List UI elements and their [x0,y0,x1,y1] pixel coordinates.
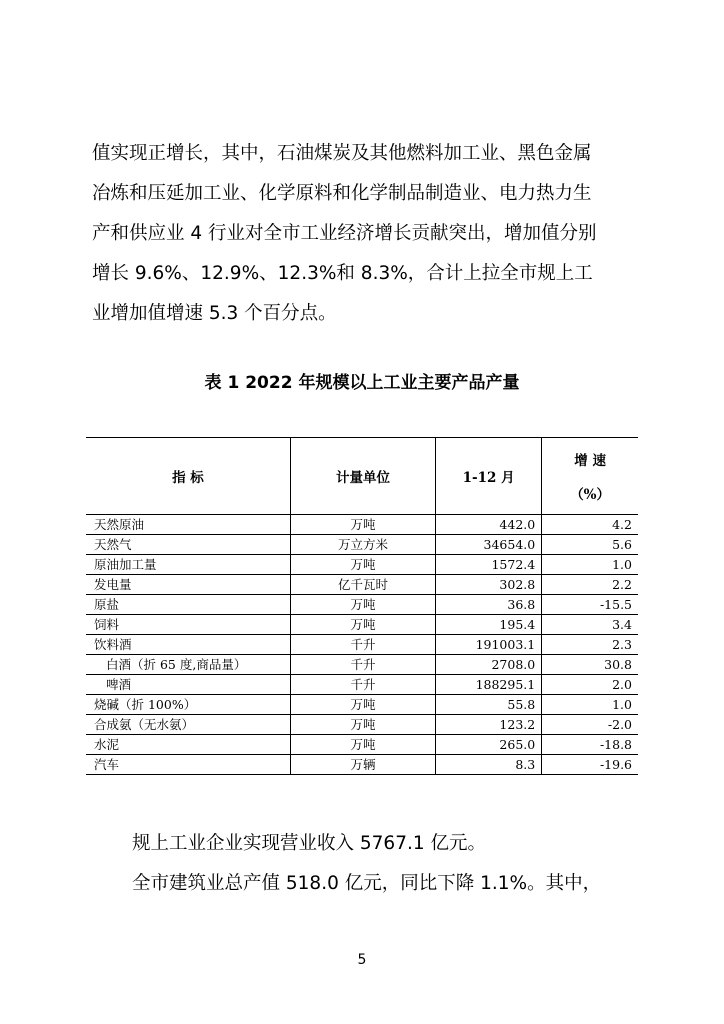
row-name: 合成氨（无水氨） [86,715,290,735]
row-value: 265.0 [436,735,542,755]
row-growth: 2.2 [542,575,638,595]
row-name: 水泥 [86,735,290,755]
row-value: 8.3 [436,755,542,775]
header-unit: 计量单位 [290,438,435,515]
row-growth: -15.5 [542,595,638,615]
table-row [86,675,638,695]
row-growth: -18.8 [542,735,638,755]
table-row [86,635,638,655]
row-growth: 1.0 [542,555,638,575]
table-row [86,715,638,735]
row-growth: 1.0 [542,695,638,715]
row-value: 442.0 [436,515,542,535]
row-value: 55.8 [436,695,542,715]
row-growth: 2.3 [542,635,638,655]
paragraph-line: 业增加值增速 5.3 个百分点。 [92,303,337,324]
row-unit: 万吨 [290,555,435,575]
header-period: 1-12 月 [436,438,542,515]
row-name: 天然气 [86,535,290,555]
row-growth: 3.4 [542,615,638,635]
page-number: 5 [357,952,367,968]
paragraph-line: 增长 9.6%、12.9%、12.3%和 8.3%，合计上拉全市规上工 [92,263,593,284]
row-unit: 千升 [290,635,435,655]
row-name: 饲料 [86,615,290,635]
paragraph-revenue: 规上工业企业实现营业收入 5767.1 亿元。 [132,833,486,854]
row-value: 195.4 [436,615,542,635]
table-row [86,595,638,615]
row-value: 302.8 [436,575,542,595]
row-unit: 千升 [290,655,435,675]
row-unit: 万辆 [290,755,435,775]
row-unit: 万吨 [290,595,435,615]
row-growth: 30.8 [542,655,638,675]
row-unit: 万立方米 [290,535,435,555]
row-name: 天然原油 [86,515,290,535]
row-unit: 万吨 [290,695,435,715]
paragraph-line: 冶炼和压延加工业、化学原料和化学制品制造业、电力热力生 [92,183,592,204]
row-unit: 亿千瓦时 [290,575,435,595]
row-unit: 万吨 [290,615,435,635]
header-growth [542,438,638,515]
row-unit: 万吨 [290,515,435,535]
row-unit: 万吨 [290,735,435,755]
product-output-table [86,437,638,775]
row-value: 188295.1 [436,675,542,695]
table-row [86,755,638,775]
row-name: 啤酒 [86,675,290,695]
table-row [86,655,638,675]
row-growth: -19.6 [542,755,638,775]
table-row [86,515,638,535]
row-name: 烧碱（折 100%） [86,695,290,715]
row-name: 饮料酒 [86,635,290,655]
row-growth: 4.2 [542,515,638,535]
table-row [86,615,638,635]
table-row [86,735,638,755]
row-value: 123.2 [436,715,542,735]
table-row [86,535,638,555]
row-name: 发电量 [86,575,290,595]
header-growth-label: 增 速 [574,453,606,469]
row-name: 原油加工量 [86,555,290,575]
row-value: 191003.1 [436,635,542,655]
table-header-row [86,438,638,515]
header-growth-unit: （%） [570,487,611,503]
paragraph-line: 产和供应业 4 行业对全市工业经济增长贡献突出，增加值分别 [92,223,597,244]
row-value: 1572.4 [436,555,542,575]
paragraph-construction: 全市建筑业总产值 518.0 亿元，同比下降 1.1%。其中， [132,873,602,894]
row-value: 34654.0 [436,535,542,555]
row-name: 汽车 [86,755,290,775]
row-name: 原盐 [86,595,290,615]
table-row [86,695,638,715]
table-row [86,575,638,595]
table-title: 表 1 2022 年规模以上工业主要产品产量 [204,373,520,393]
table-row [86,555,638,575]
paragraph-line: 值实现正增长，其中，石油煤炭及其他燃料加工业、黑色金属 [92,143,592,164]
row-value: 36.8 [436,595,542,615]
row-growth: 2.0 [542,675,638,695]
row-growth: -2.0 [542,715,638,735]
row-value: 2708.0 [436,655,542,675]
row-unit: 万吨 [290,715,435,735]
row-unit: 千升 [290,675,435,695]
row-name: 白酒（折 65 度,商品量） [86,655,290,675]
header-indicator: 指 标 [86,438,290,515]
row-growth: 5.6 [542,535,638,555]
